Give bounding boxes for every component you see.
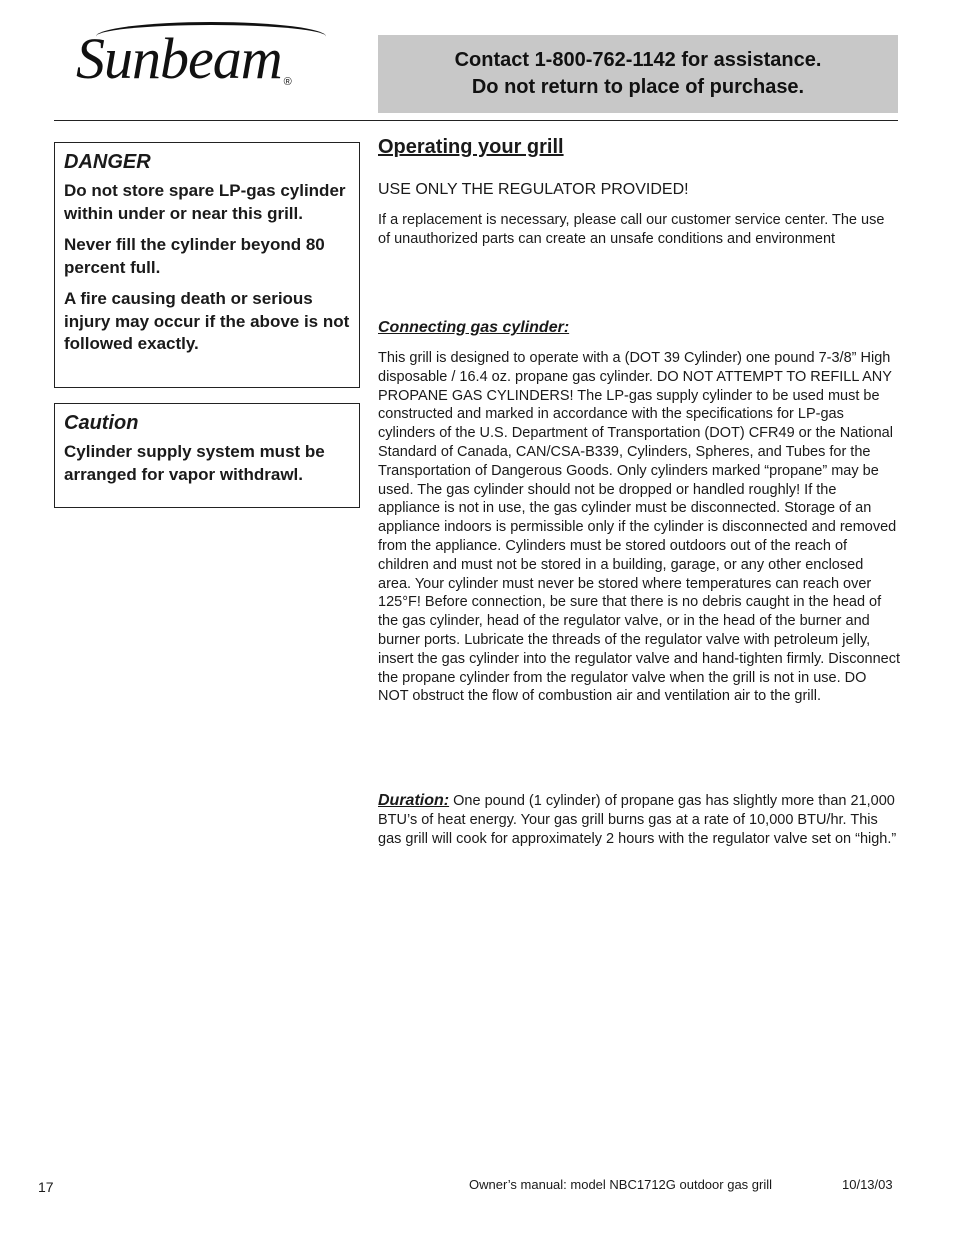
- registered-mark: ®: [283, 76, 291, 88]
- connecting-heading: Connecting gas cylinder:: [378, 319, 570, 336]
- logo-text: Sunbeam: [76, 26, 282, 91]
- replacement-paragraph: [378, 211, 900, 249]
- footer-manual-title: Owner’s manual: model NBC1712G outdoor gas grill: [469, 1177, 773, 1192]
- connecting-paragraph: [378, 349, 900, 706]
- danger-item: Do not store spare LP-gas cylinder within under or near this grill.: [64, 181, 346, 223]
- footer-date: 10/13/03: [842, 1177, 893, 1192]
- header-divider: [54, 120, 898, 121]
- danger-item: Never fill the cylinder beyond 80 percent full.: [64, 235, 325, 277]
- caution-text: Cylinder supply system must be arranged for vapor withdrawl.: [64, 442, 325, 484]
- contact-banner: [378, 35, 898, 113]
- sunbeam-logo: [76, 26, 291, 91]
- section-title: Operating your grill: [378, 136, 564, 158]
- danger-item: A fire causing death or serious injury may occur if the above is not followed exactly.: [64, 289, 350, 353]
- contact-line-1: Contact 1-800-762-1142 for assistance.: [454, 49, 822, 71]
- duration-text: One pound (1 cylinder) of propane gas has slightly more than 21,000 BTU’s of heat energy. Your gas grill burns gas at a rate of 10,000 BTU/hr. This gas grill will cook for approximately 2 hours with the regulator valve set on “high.”: [378, 793, 897, 847]
- danger-box: [54, 142, 360, 388]
- page-number: 17: [38, 1179, 54, 1195]
- logo-swoosh: [96, 22, 326, 51]
- connecting-text: This grill is designed to operate with a (DOT 39 Cylinder) one pound 7-3/8” High disposable / 16.4 oz. propane gas cylinder. DO NOT ATTEMPT TO REFILL ANY PROPANE GAS CYLINDERS! The LP-gas supply cylinder to be used must be constructed and marked in accordance with the specifications for LP-gas cylinders of the U.S. Department of Transportation (DOT) CFR49 or the National Standard of Canada, CAN/CSA-B339, Cylinders, Spheres, and Tubes for the Transportation of Dangerous Goods. Only cylinders marked “propane” may be used. The gas cylinder should not be dropped or handled roughly! If the appliance is not in use, the gas cylinder must be disconnected. Storage of an appliance indoors is permissible only if the cylinder is disconnected and removed from the appliance. Cylinders must be stored outdoors out of the reach of children and must not be stored in a building, garage, or any other enclosed area. Your cylinder must never be stored where temperatures can reach over 125°F! Before connection, be sure that there is no debris caught in the head of the gas cylinder, head of the regulator valve, or in the head of the burner and burner ports. Lubricate the threads of the regulator valve with petroleum jelly, insert the gas cylinder into the regulator valve and hand-tighten firmly. Disconnect the propane cylinder from the regulator valve when the grill is not in use. DO NOT obstruct the flow of combustion air and ventilation air to the grill.: [378, 350, 901, 705]
- danger-title: DANGER: [64, 151, 151, 173]
- duration-paragraph: [378, 792, 900, 848]
- contact-line-2: Do not return to place of purchase.: [471, 76, 805, 98]
- caution-box: [54, 403, 360, 508]
- regulator-warning: USE ONLY THE REGULATOR PROVIDED!: [378, 181, 689, 198]
- replacement-text: If a replacement is necessary, please call our customer service center. The use of unauthorized parts can create an unsafe conditions and environment: [378, 212, 885, 247]
- duration-label: Duration:: [378, 792, 450, 809]
- caution-title: Caution: [64, 412, 139, 434]
